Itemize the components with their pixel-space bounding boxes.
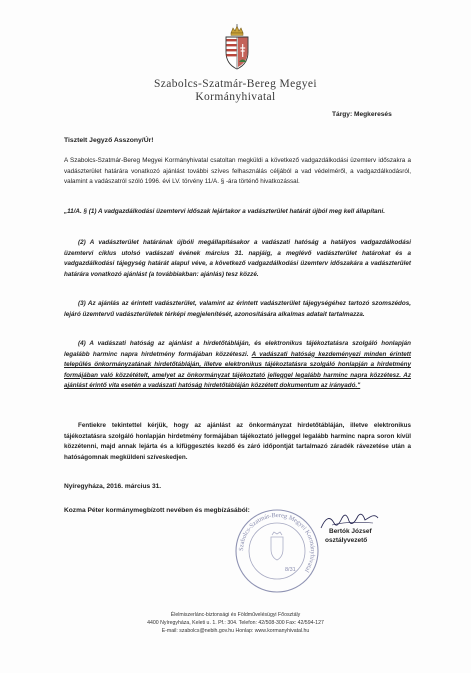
quote-text-3: (3) Az ajánlás az érintett vadászterület, valamint az érintett vadászterület tájegységéhez tartozó szomszédos, lejáró üzemtervű vadászterületek térképi megjelenítését, azonosítására alkalmas adatait tartalmazza.: [64, 300, 411, 318]
quote-paragraph-1: [64, 207, 411, 218]
org-name-line2: Kormányhivatal: [195, 91, 276, 103]
intro-text: A Szabolcs-Szatmár-Bereg Megyei Kormányhivatal csatoltan megküldi a következő vadgazdálkodási üzemterv időszakra a vadászterület határára vonatkozó ajánlást további szíves felhasználás céljából a vad védelméről, a vadgazdálkodásról, valamint a vadászatról szóló 1996. évi LV. törvény 11/A. § -ára történő hivatkozással.: [64, 157, 411, 186]
signer-name: Bertók József: [329, 528, 372, 535]
letter-date: Nyíregyháza, 2016. március 31.: [64, 483, 162, 490]
quote-text-1: „11/A. § (1) A vadgazdálkodási üzemtervi időszak lejártakor a vadászterület határát újból meg kell állapítani.: [64, 208, 386, 215]
official-stamp-icon: [233, 507, 321, 595]
hungarian-coat-of-arms-icon: [222, 24, 252, 70]
salutation: Tisztelt Jegyző Asszony/Úr!: [64, 137, 154, 144]
intro-paragraph: [64, 156, 411, 188]
quote-paragraph-3: [64, 299, 411, 320]
quote-text-2: (2) A vadászterület határának újbóli megállapításakor a vadászati hatóság a hatályos vadgazdálkodási üzemtervi ciklus utolsó vadászati évének március 31. napjáig, a meglévő vadászterület határokat és a vadgazdálkodási tájegység határát alapul véve, a következő vadgazdálkodási üzemterv időszakára a vadászterület határára vonatkozó ajánlást (a továbbiakban: ajánlás) tesz közzé.: [64, 239, 411, 278]
footer-department: Élelmiszerlánc-biztonsági és Földművelésügyi Főosztály: [170, 612, 301, 618]
footer-address: 4400 Nyíregyháza, Keleti u. 1. Pf.: 304. Telefon: 42/508-300 Fax: 42/594-127: [147, 620, 324, 626]
request-text: Fentiekre tekintettel kérjük, hogy az ajánlást az önkormányzat hirdetőtábláján, illetve elektronikus tájékoztatásra szolgáló honlapján hirdetmény formájában tájékoztató jelleggel legalább harminc napra soron kívül közzétenni, majd annak lejárta és a kifüggesztés kezdő és záró időpontját tartalmazó záradék rávezetése után a hatóságomnak megküldeni szíveskedjen.: [64, 422, 411, 461]
org-name-line1: Szabolcs-Szatmár-Bereg Megyei: [153, 78, 318, 90]
request-paragraph: [64, 421, 411, 463]
signer-title: osztályvezető: [325, 537, 368, 544]
quote-text-4-underlined: A vadászati hatóság kezdeményezi minden érintett település önkormányzatának hirdetőtábláján, illetve elektronikus tájékoztatásra szolgáló honlapján a hirdetmény formájában való közzétételt, amelyet az önkormányzat tájékoztató jelleggel legalább harminc napra közzétesz. Az ajánlást érintő vita esetén a vadászati hatóság hirdetőtábláján közzétett dokumentum az irányadó.": [64, 350, 411, 390]
quote-paragraph-2: [64, 238, 411, 280]
stamp-number: 8/31: [285, 567, 296, 573]
signature-authority-line: Kozma Péter kormánymegbízott nevében és megbízásából:: [64, 507, 250, 514]
footer-contact: E-mail: szabolcs@nebih.gov.hu Honlap: www.kormanyhivatal.hu: [161, 628, 310, 634]
stamp-text: Szabolcs-Szatmár-Bereg Megyei Kormányhivatal: [237, 511, 317, 574]
subject-line: Tárgy: Megkeresés: [332, 111, 392, 118]
quote-paragraph-4: [64, 339, 411, 392]
quote-text-4: (4) A vadászati hatóság az ajánlást a hirdetőtábláján, és elektronikus tájékoztatásra szolgáló honlapján legalább harminc napra hirdetmény formájában közzéteszi.: [64, 340, 411, 358]
svg-text:Szabolcs-Szatmár-Bereg Megyei: [238, 512, 316, 574]
